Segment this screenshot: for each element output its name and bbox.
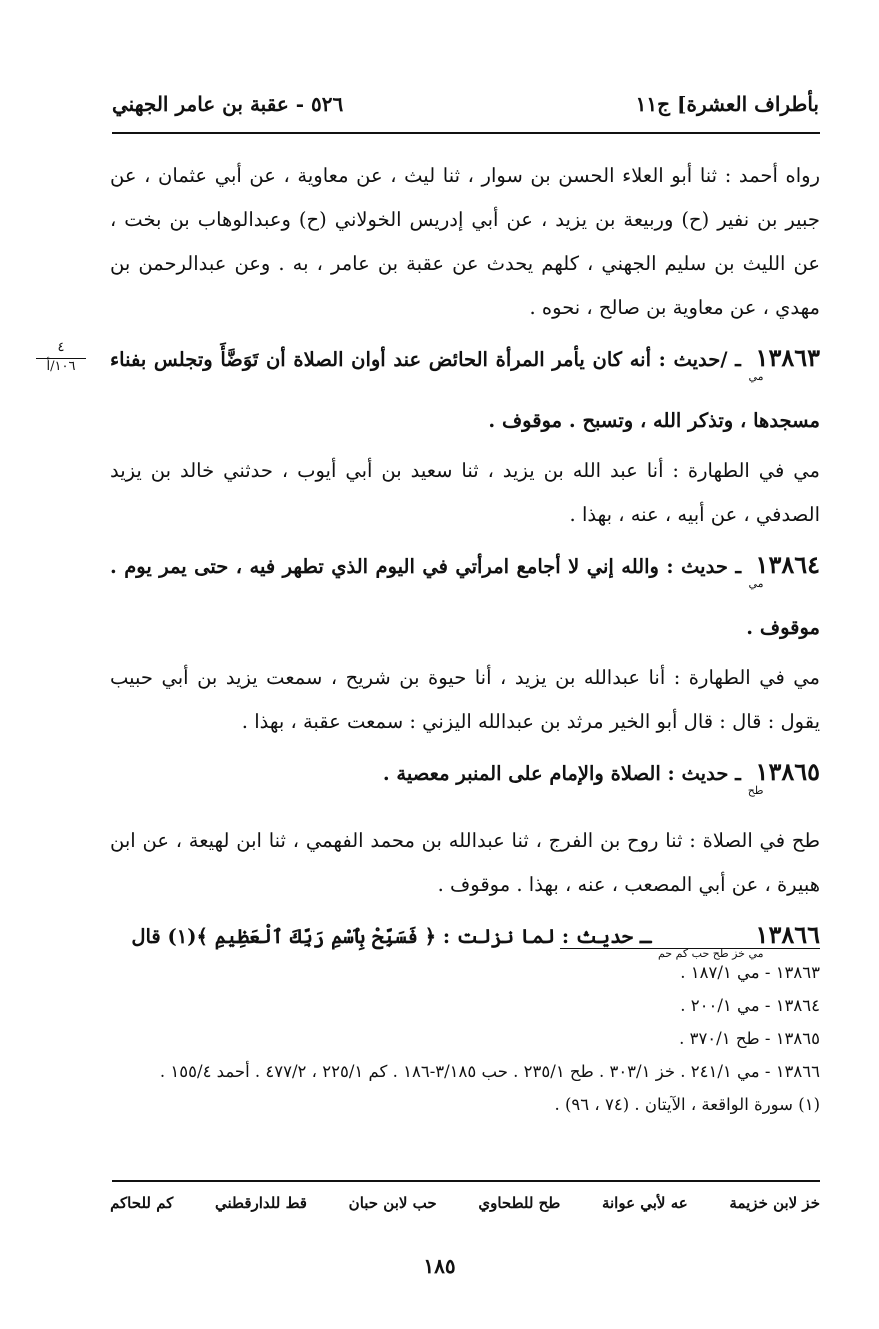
- abbreviations-key: [110, 1194, 820, 1212]
- hadith-13864: [110, 543, 820, 650]
- hadith-number: ١٣٨٦٤: [755, 550, 820, 579]
- footnote: ١٣٨٦٥ - طح ٣٧٠/١ .: [679, 1029, 820, 1048]
- footnote: ١٣٨٦٦ - مي ٢٤١/١ . خز ٣٠٣/١ . طح ٢٣٥/١ . حب ٣/١٨٥-١٨٦ . كم ٢٢٥/١ ، ٤٧٧/٢ . أحمد ١٥٥/٤ .: [159, 1062, 820, 1081]
- margin-note-top: ٤: [36, 340, 86, 359]
- hadith-text: ـ حديث : لما نزلت : ﴿ فَسَبِّحْ بِٱسْمِ رَبِّكَ ٱلْعَظِيمِ ﴾(١) قال: [131, 925, 652, 948]
- abbreviation: خز لابن خزيمة: [729, 1194, 820, 1212]
- footnotes: [110, 956, 820, 1121]
- abbreviation: طح للطحاوي: [478, 1194, 561, 1212]
- footnote: ١٣٨٦٣ - مي ١٨٧/١ .: [680, 963, 820, 982]
- header-chapter-title: ٥٢٦ - عقبة بن عامر الجهني: [112, 92, 344, 116]
- source-code: مي: [748, 577, 764, 590]
- hadith-13863: [110, 336, 820, 443]
- header-volume-title: بأطراف العشرة] ج١١: [635, 92, 819, 116]
- source-code: مي: [748, 370, 764, 383]
- footnote: ١٣٨٦٤ - مي ٢٠٠/١ .: [680, 996, 820, 1015]
- hadith-text: ـ حديث : الصلاة والإمام على المنبر معصية .: [382, 762, 741, 785]
- abbreviation: قط للدارقطني: [215, 1194, 307, 1212]
- hadith-number: ١٣٨٦٥: [755, 757, 820, 786]
- page-number: ١٨٥: [423, 1254, 456, 1278]
- source-code: مي خز طح حب كم حم: [657, 947, 764, 960]
- footnote-rule: [560, 948, 820, 949]
- source-13863: مي في الطهارة : أنا عبد الله بن يزيد ، ثنا سعيد بن أبي أيوب ، حدثني خالد بن يزيد الصدفي ، عن أبيه ، عنه ، بهذا .: [110, 459, 820, 526]
- hadith-number: ١٣٨٦٣: [755, 343, 820, 372]
- hadith-13865: [110, 750, 820, 813]
- abbreviations-rule: [112, 1180, 820, 1182]
- intro-paragraph: رواه أحمد : ثنا أبو العلاء الحسن بن سوار ، ثنا ليث ، عن معاوية ، عن أبي عثمان ، عن جبير بن نفير (ح) وربيعة بن يزيد ، عن أبي إدريس الخولاني (ح) وعبدالوهاب بن بخت ، عن الليث بن سليم الجهني ، كلهم يحدث عن عقبة بن عامر ، به . وعن عبدالرحمن بن مهدي ، عن معاوية بن صالح ، نحوه .: [110, 164, 820, 319]
- margin-note: [36, 340, 86, 375]
- abbreviation: عه لأبي عوانة: [601, 1194, 688, 1212]
- source-13864: مي في الطهارة : أنا عبدالله بن يزيد ، أنا حيوة بن شريح ، سمعت يزيد بن أبي حبيب يقول : قال : قال أبو الخير مرثد بن عبدالله اليزني : سمعت عقبة ، بهذا .: [110, 666, 820, 733]
- footnote: (١) سورة الواقعة ، الآيتان . (٧٤ ، ٩٦) .: [554, 1095, 820, 1114]
- abbreviation: حب لابن حبان: [348, 1194, 437, 1212]
- margin-note-bottom: ١٠٦/أ: [46, 359, 76, 374]
- running-header: [112, 86, 819, 126]
- hadith-text: ـ حديث : والله إني لا أجامع امرأتي في اليوم الذي تطهر فيه ، حتى يمر يوم . موقوف .: [110, 555, 820, 639]
- main-text: [110, 154, 820, 982]
- hadith-text: ـ /حديث : أنه كان يأمر المرأة الحائض عند أوان الصلاة أن تَوَضَّأَ وتجلس بفناء مسجدها ، وتذكر الله ، وتسبح . موقوف .: [110, 348, 820, 432]
- header-rule: [112, 132, 820, 134]
- source-code: طح: [747, 784, 764, 797]
- source-13865: طح في الصلاة : ثنا روح بن الفرج ، ثنا عبدالله بن محمد الفهمي ، ثنا ابن لهيعة ، عن ابن هبيرة ، عن أبي المصعب ، عنه ، بهذا . موقوف .: [110, 829, 820, 896]
- abbreviation: كم للحاكم: [110, 1194, 174, 1212]
- hadith-number: ١٣٨٦٦: [755, 920, 820, 949]
